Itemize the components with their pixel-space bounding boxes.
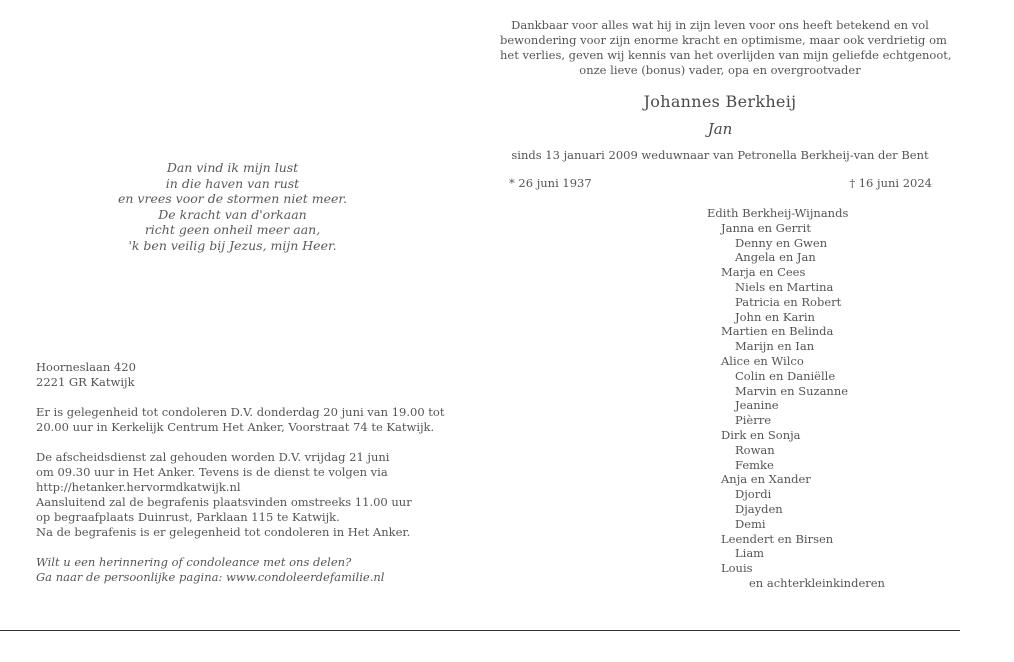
poem-line: en vrees voor de stormen niet meer.	[118, 191, 347, 206]
address-street: Hoorneslaan 420	[36, 360, 136, 374]
service-line: op begraafplaats Duinrust, Parklaan 115 te Katwijk.	[36, 510, 340, 524]
deceased-name: Johannes Berkheij	[643, 92, 797, 111]
family-member: Jeanine	[735, 398, 779, 413]
livestream-link[interactable]: http://hetanker.hervormdkatwijk.nl	[36, 480, 241, 494]
widower-line: sinds 13 januari 2009 weduwnaar van Petronella Berkheij-van der Bent	[511, 148, 929, 162]
deceased-nickname: Jan	[707, 120, 733, 138]
family-member: Djayden	[735, 501, 783, 516]
bottom-divider	[0, 630, 960, 631]
family-member: Alice en Wilco	[721, 353, 804, 368]
service-line: Aansluitend zal de begrafenis plaatsvinden omstreeks 11.00 uur	[36, 495, 412, 509]
intro-line: Dankbaar voor alles wat hij in zijn leven voor ons heeft betekend en vol	[511, 18, 929, 32]
family-member: Pièrre	[735, 413, 772, 428]
practical-info	[36, 360, 445, 585]
family-member: Denny en Gwen	[735, 235, 828, 250]
family-list	[707, 206, 885, 591]
family-member: Rowan	[735, 442, 775, 457]
birth-date: * 26 juni 1937	[509, 176, 592, 190]
condolence-line: Er is gelegenheid tot condoleren D.V. donderdag 20 juni van 19.00 tot	[36, 405, 445, 419]
family-member: Colin en Daniëlle	[735, 368, 836, 383]
intro-text	[500, 18, 952, 78]
address-city: 2221 GR Katwijk	[36, 375, 135, 389]
family-member: Martien en Belinda	[721, 324, 834, 339]
family-member: Femke	[735, 457, 774, 472]
family-member: Janna en Gerrit	[721, 220, 811, 235]
online-invite: Wilt u een herinnering of condoleance met ons delen?	[36, 555, 352, 569]
family-member: Louis	[721, 561, 753, 576]
family-member: Liam	[735, 546, 765, 561]
family-member: Leendert en Birsen	[721, 531, 834, 546]
intro-line: bewondering voor zijn enorme kracht en optimisme, maar ook verdrietig om	[500, 33, 947, 47]
service-line: om 09.30 uur in Het Anker. Tevens is de dienst te volgen via	[36, 465, 388, 479]
family-member: Marja en Cees	[721, 265, 806, 280]
family-member: Marvin en Suzanne	[735, 383, 849, 398]
family-member: Dirk en Sonja	[721, 427, 801, 442]
family-member: Marijn en Ian	[735, 339, 815, 354]
family-member: Djordi	[735, 487, 772, 502]
family-member: John en Karin	[735, 309, 815, 324]
family-member: Niels en Martina	[735, 279, 834, 294]
poem-line: Dan vind ik mijn lust	[166, 160, 299, 175]
family-member: Anja en Xander	[721, 472, 811, 487]
service-line: De afscheidsdienst zal gehouden worden D.V. vrijdag 21 juni	[36, 450, 390, 464]
service-line: Na de begrafenis is er gelegenheid tot condoleren in Het Anker.	[36, 525, 411, 539]
intro-line: onze lieve (bonus) vader, opa en overgrootvader	[579, 63, 861, 77]
poem-line: richt geen onheil meer aan,	[144, 222, 321, 237]
family-member: en achterkleinkinderen	[749, 575, 885, 590]
poem-line: De kracht van d'orkaan	[158, 206, 307, 222]
online-page-link[interactable]: Ga naar de persoonlijke pagina: www.condoleerdefamilie.nl	[36, 570, 385, 584]
family-member: Edith Berkheij-Wijnands	[707, 206, 849, 220]
family-member: Patricia en Robert	[735, 294, 842, 309]
poem-line: in die haven van rust	[165, 175, 300, 191]
family-member: Angela en Jan	[735, 250, 816, 265]
death-date: † 16 juni 2024	[849, 176, 932, 190]
poem-line: 'k ben veilig bij Jezus, mijn Heer.	[128, 237, 337, 253]
intro-line: het verlies, geven wij kennis van het overlijden van mijn geliefde echtgenoot,	[500, 48, 952, 62]
condolence-line: 20.00 uur in Kerkelijk Centrum Het Anker, Voorstraat 74 te Katwijk.	[36, 420, 435, 434]
poem	[100, 160, 365, 253]
family-member: Demi	[735, 516, 766, 531]
